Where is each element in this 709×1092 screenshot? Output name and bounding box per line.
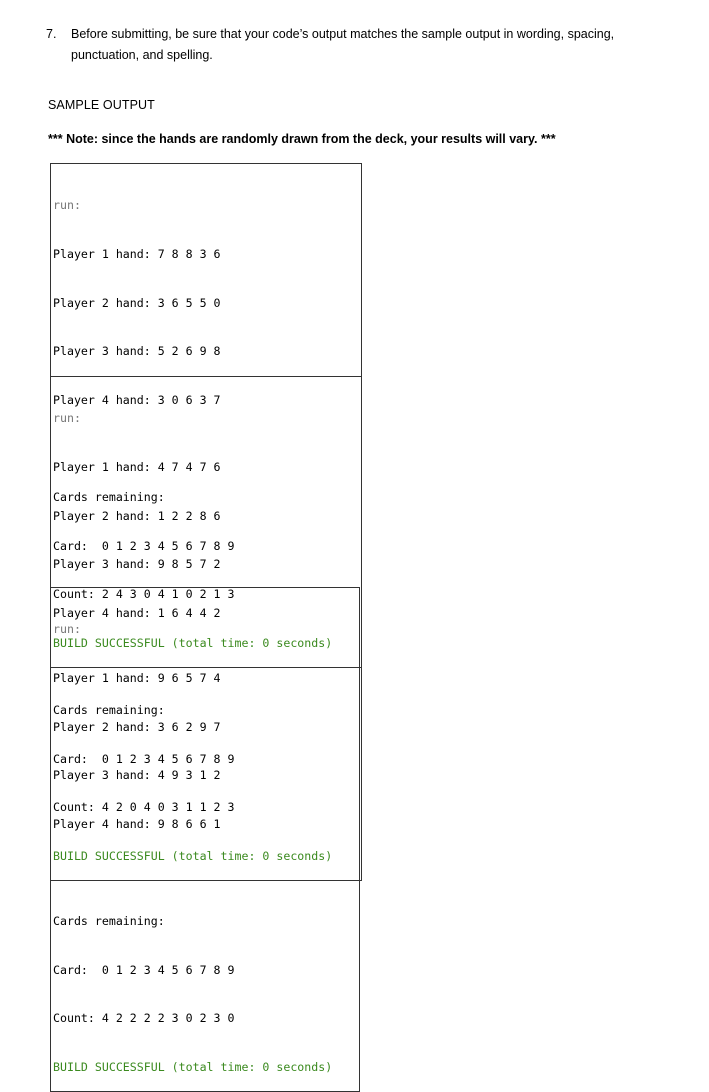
console-output-3 xyxy=(50,587,360,1092)
blank-line xyxy=(53,864,359,880)
build-status: BUILD SUCCESSFUL (total time: 0 seconds) xyxy=(53,635,333,650)
count-values-row: Count: 2 4 3 0 4 1 0 2 1 3 xyxy=(53,587,235,602)
run-label: run: xyxy=(53,411,81,426)
cards-remaining-label: Cards remaining: xyxy=(53,913,165,928)
player-2-hand: Player 2 hand: 3 6 5 5 0 xyxy=(53,295,221,310)
build-status: BUILD SUCCESSFUL (total time: 0 seconds) xyxy=(53,1059,333,1074)
card-values-row: Card: 0 1 2 3 4 5 6 7 8 9 xyxy=(53,751,235,766)
player-3-hand: Player 3 hand: 4 9 3 1 2 xyxy=(53,768,221,783)
player-3-hand: Player 3 hand: 5 2 6 9 8 xyxy=(53,344,221,359)
player-2-hand: Player 2 hand: 1 2 2 8 6 xyxy=(53,508,221,523)
player-4-hand: Player 4 hand: 1 6 4 4 2 xyxy=(53,605,221,620)
build-status: BUILD SUCCESSFUL (total time: 0 seconds) xyxy=(53,848,333,863)
cards-remaining-label: Cards remaining: xyxy=(53,489,165,504)
player-4-hand: Player 4 hand: 3 0 6 3 7 xyxy=(53,392,221,407)
player-1-hand: Player 1 hand: 9 6 5 7 4 xyxy=(53,671,221,685)
step-number: 7. xyxy=(46,27,57,41)
player-1-hand: Player 1 hand: 4 7 4 7 6 xyxy=(53,460,221,474)
cards-remaining-label: Cards remaining: xyxy=(53,702,165,717)
player-4-hand: Player 4 hand: 9 8 6 6 1 xyxy=(53,816,221,831)
run-label: run: xyxy=(53,198,81,213)
card-values-row: Card: 0 1 2 3 4 5 6 7 8 9 xyxy=(53,538,235,553)
player-3-hand: Player 3 hand: 9 8 5 7 2 xyxy=(53,557,221,572)
player-2-hand: Player 2 hand: 3 6 2 9 7 xyxy=(53,719,221,734)
step-text: Before submitting, be sure that your code’s output matches the sample output in wording, spacing, punctuation, and spelling. xyxy=(71,27,615,62)
card-values-row: Card: 0 1 2 3 4 5 6 7 8 9 xyxy=(53,962,235,977)
player-1-hand: Player 1 hand: 7 8 8 3 6 xyxy=(53,247,221,261)
count-values-row: Count: 4 2 0 4 0 3 1 1 2 3 xyxy=(53,800,235,815)
count-values-row: Count: 4 2 2 2 2 3 0 2 3 0 xyxy=(53,1011,235,1026)
sample-output-heading: SAMPLE OUTPUT xyxy=(48,98,155,112)
randomness-note: *** Note: since the hands are randomly drawn from the deck, your results will vary. *** xyxy=(48,132,556,146)
instruction-step-7 xyxy=(46,24,676,66)
run-label: run: xyxy=(53,622,81,637)
